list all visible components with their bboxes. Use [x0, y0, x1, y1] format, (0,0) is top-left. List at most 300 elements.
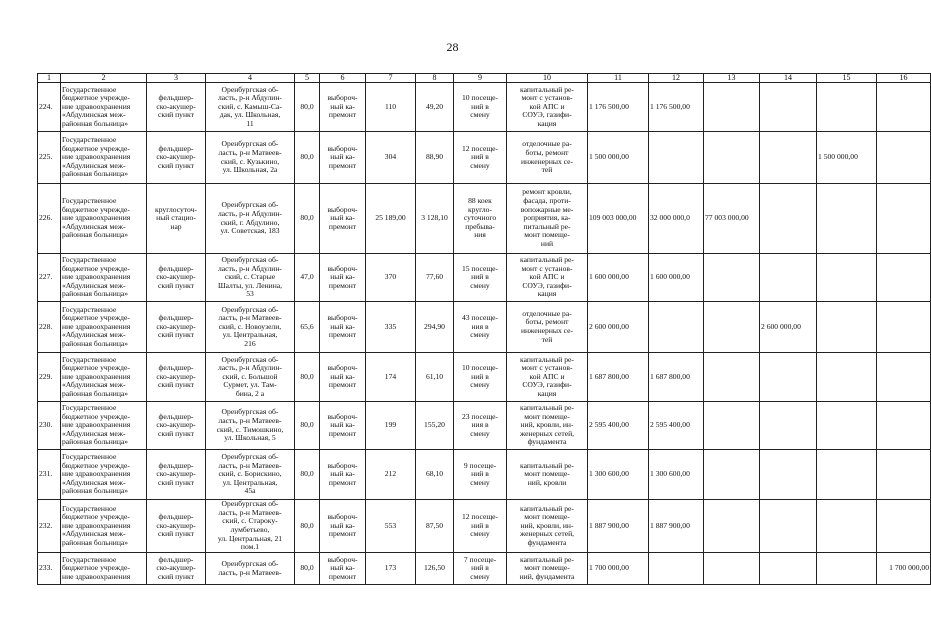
column-7-value: [366, 302, 416, 353]
column-7-value-text: 25 189,00: [375, 213, 406, 223]
column-8-value-text: 3 128,10: [421, 213, 448, 223]
column-12-value: [649, 353, 704, 402]
table-row: [38, 402, 931, 450]
facility-address: [206, 83, 295, 132]
work-type: [320, 500, 366, 553]
column-16-value: [877, 302, 931, 353]
column-7-value-text: 212: [384, 469, 397, 479]
organization-name-text: Государственное бюджетное учрежде- ние здравоохранения «Абдулинская меж- районная больница»: [62, 452, 131, 496]
column-8-value: [416, 254, 454, 302]
column-7-value: [366, 402, 416, 450]
facility-address: [206, 500, 295, 553]
organization-name: [61, 500, 147, 553]
capacity-value-text: 12 посеще- ний в смену: [461, 143, 499, 170]
column-8-value: [416, 402, 454, 450]
work-type: [320, 353, 366, 402]
column-14-value: [760, 553, 817, 585]
column-12-value: [649, 254, 704, 302]
capacity-value: [454, 353, 507, 402]
column-8-value-text: 61,10: [425, 371, 444, 381]
total-cost: [588, 500, 649, 553]
row-number: [38, 132, 61, 184]
area-value: [295, 402, 320, 450]
table-row: [38, 302, 931, 353]
column-12-value: [649, 83, 704, 132]
column-header: 12: [649, 74, 704, 83]
total-cost-text: 2 600 000,00: [589, 321, 629, 331]
capacity-value: [454, 83, 507, 132]
organization-name: [61, 353, 147, 402]
column-7-value-text: 110: [384, 101, 397, 111]
column-16-value: [877, 402, 931, 450]
column-12-value-text: 1 687 800,00: [650, 371, 690, 381]
column-header: 15: [817, 74, 877, 83]
column-8-value: [416, 450, 454, 500]
column-12-value: [649, 450, 704, 500]
column-14-value: [760, 302, 817, 353]
total-cost-text: 109 003 000,00: [589, 213, 637, 223]
work-type-text: выбороч- ный ка- премонт: [327, 460, 358, 487]
facility-address: [206, 184, 295, 254]
work-type-text: выбороч- ный ка- премонт: [327, 554, 358, 581]
column-15-value: [817, 450, 877, 500]
column-15-value: [817, 553, 877, 585]
organization-name-text: Государственное бюджетное учрежде- ние здравоохранения «Абдулинская меж- районная больница»: [62, 354, 131, 398]
work-description-text: ремонт кровли, фасада, проти- вопожарные ме- роприятия, ка- питальный ре- монт помеще- ний: [520, 187, 574, 248]
organization-name-text: Государственное бюджетное учрежде- ние здравоохранения «Абдулинская меж- районная больница»: [62, 135, 131, 179]
work-description: [507, 500, 588, 553]
column-header: 3: [147, 74, 206, 83]
facility-type-text: фельдшер- ско-акушер- ский пункт: [156, 263, 196, 290]
work-type-text: выбороч- ный ка- премонт: [327, 512, 358, 539]
facility-type: [147, 184, 206, 254]
column-7-value-text: 370: [384, 272, 397, 282]
facility-address-text: Оренбургская об- ласть, р-н Матвеев- ский, с. Новоузели, ул. Центральная, 216: [218, 304, 282, 348]
column-13-value: [704, 353, 760, 402]
column-14-value: [760, 500, 817, 553]
column-16-value: [877, 254, 931, 302]
area-value-text: 80,0: [300, 563, 314, 573]
column-14-value: [760, 83, 817, 132]
facility-address: [206, 450, 295, 500]
organization-name-text: Государственное бюджетное учрежде- ние здравоохранения: [62, 554, 131, 581]
work-type: [320, 132, 366, 184]
facility-type-text: фельдшер- ско-акушер- ский пункт: [156, 363, 196, 390]
area-value-text: 47,0: [300, 272, 314, 282]
organization-name: [61, 254, 147, 302]
work-description-text: капитальный ре- монт помеще- ний, фундамента: [519, 554, 575, 581]
column-13-value: [704, 132, 760, 184]
column-15-value: [817, 500, 877, 553]
work-description-text: капитальный ре- монт помеще- ний, кровли, ин- женерных сетей, фундамента: [519, 403, 575, 447]
facility-address-text: Оренбургская об- ласть, р-н Матвеев- ский, с. Староку- лумбетьево, ул. Центральная, 21 пом.1: [217, 499, 283, 552]
organization-name: [61, 450, 147, 500]
facility-type-text: фельдшер- ско-акушер- ский пункт: [156, 512, 196, 539]
table-row: [38, 450, 931, 500]
data-table: [37, 73, 931, 585]
column-8-value-text: 88,90: [425, 152, 444, 162]
work-description: [507, 402, 588, 450]
capacity-value-text: 10 посеще- ний в смену: [461, 363, 499, 390]
facility-address: [206, 302, 295, 353]
work-description: [507, 132, 588, 184]
work-description-text: отделочные ра- боты, ремонт инженерных се- тей: [520, 308, 574, 344]
row-number-text: 228.: [39, 321, 53, 331]
work-description-text: капитальный ре- монт с установ- кой АПС и СОУЭ, газифи- кация: [520, 255, 574, 299]
work-description-text: отделочные ра- боты, ремонт инженерных се- тей: [520, 139, 574, 175]
area-value: [295, 83, 320, 132]
organization-name: [61, 83, 147, 132]
column-header: 13: [704, 74, 760, 83]
column-header: 16: [877, 74, 931, 83]
column-13-value: [704, 553, 760, 585]
total-cost-text: 1 600 000,00: [589, 272, 629, 282]
work-type-text: выбороч- ный ка- премонт: [327, 363, 358, 390]
column-13-value: [704, 450, 760, 500]
column-15-value: [817, 132, 877, 184]
work-type: [320, 83, 366, 132]
work-description: [507, 83, 588, 132]
column-15-value: [817, 353, 877, 402]
page-number: 28: [446, 40, 459, 54]
facility-type: [147, 402, 206, 450]
row-number: [38, 254, 61, 302]
work-type-text: выбороч- ный ка- премонт: [327, 263, 358, 290]
column-16-value: [877, 132, 931, 184]
organization-name: [61, 184, 147, 254]
area-value-text: 80,0: [300, 101, 314, 111]
total-cost: [588, 450, 649, 500]
column-7-value: [366, 83, 416, 132]
area-value: [295, 132, 320, 184]
column-8-value-text: 155,20: [424, 420, 445, 430]
total-cost-text: 1 887 900,00: [589, 520, 629, 530]
column-14-value-text: 2 600 000,00: [761, 321, 801, 331]
facility-address: [206, 553, 295, 585]
column-12-value: [649, 132, 704, 184]
column-12-value: [649, 500, 704, 553]
column-13-value: [704, 500, 760, 553]
column-14-value: [760, 132, 817, 184]
work-type-text: выбороч- ный ка- премонт: [327, 411, 358, 438]
row-number-text: 231.: [39, 469, 53, 479]
facility-address: [206, 402, 295, 450]
column-16-value: [877, 184, 931, 254]
column-13-value: [704, 402, 760, 450]
column-14-value: [760, 254, 817, 302]
column-13-value-text: 77 003 000,00: [705, 213, 749, 223]
total-cost: [588, 254, 649, 302]
organization-name: [61, 402, 147, 450]
column-8-value-text: 77,60: [425, 272, 444, 282]
capacity-value-text: 12 посеще- ний в смену: [461, 512, 499, 539]
organization-name-text: Государственное бюджетное учрежде- ние здравоохранения «Абдулинская меж- районная больница»: [62, 196, 131, 240]
area-value-text: 65,6: [300, 321, 314, 331]
column-13-value: [704, 184, 760, 254]
facility-address-text: Оренбургская об- ласть, р-н Матвеев- ский, с. Кузькино, ул. Школьная, 2а: [218, 139, 282, 175]
column-15-value: [817, 254, 877, 302]
column-15-value: [817, 402, 877, 450]
column-15-value-text: 1 500 000,00: [818, 152, 858, 162]
area-value-text: 80,0: [300, 213, 314, 223]
facility-address-text: Оренбургская об- ласть, р-н Абдулин- ский, с. Камыш-Са- дак, ул. Школьная, 11: [218, 84, 282, 128]
header-row: [38, 74, 931, 83]
row-number-text: 227.: [39, 272, 53, 282]
organization-name-text: Государственное бюджетное учрежде- ние здравоохранения «Абдулинская меж- районная больница»: [62, 255, 131, 299]
table-row: [38, 184, 931, 254]
facility-address-text: Оренбургская об- ласть, р-н Абдулин- ский, г. Абдулино, ул. Советская, 183: [218, 200, 282, 236]
column-7-value-text: 173: [384, 563, 397, 573]
facility-type-text: фельдшер- ско-акушер- ский пункт: [156, 313, 196, 340]
row-number-text: 226.: [39, 213, 53, 223]
column-header: 7: [366, 74, 416, 83]
area-value: [295, 184, 320, 254]
column-8-value-text: 49,20: [425, 101, 444, 111]
column-7-value-text: 199: [384, 420, 397, 430]
column-16-value: [877, 450, 931, 500]
facility-address-text: Оренбургская об- ласть, р-н Матвеев-: [218, 558, 282, 577]
work-type: [320, 402, 366, 450]
row-number-text: 225.: [39, 152, 53, 162]
facility-address-text: Оренбургская об- ласть, р-н Матвеев- ский, с. Тимошкино, ул. Школьная, 5: [216, 407, 284, 443]
capacity-value: [454, 450, 507, 500]
column-14-value: [760, 450, 817, 500]
column-header: 8: [416, 74, 454, 83]
capacity-value: [454, 402, 507, 450]
total-cost-text: 1 500 000,00: [589, 152, 629, 162]
column-header: 5: [295, 74, 320, 83]
facility-type: [147, 132, 206, 184]
area-value-text: 80,0: [300, 469, 314, 479]
column-header: 4: [206, 74, 295, 83]
row-number-text: 233.: [39, 563, 53, 573]
column-14-value: [760, 184, 817, 254]
capacity-value: [454, 184, 507, 254]
work-type: [320, 450, 366, 500]
column-13-value: [704, 302, 760, 353]
row-number-text: 230.: [39, 420, 53, 430]
total-cost: [588, 184, 649, 254]
column-7-value-text: 335: [384, 321, 397, 331]
total-cost-text: 2 595 400,00: [589, 420, 629, 430]
table-body: [38, 83, 931, 585]
area-value: [295, 450, 320, 500]
column-7-value: [366, 184, 416, 254]
area-value-text: 80,0: [300, 520, 314, 530]
area-value: [295, 254, 320, 302]
work-description-text: капитальный ре- монт с установ- кой АПС и СОУЭ, газифи- кация: [520, 354, 574, 398]
work-description: [507, 353, 588, 402]
column-12-value-text: 2 595 400,00: [650, 420, 690, 430]
facility-type-text: фельдшер- ско-акушер- ский пункт: [156, 143, 196, 170]
work-type: [320, 184, 366, 254]
capacity-value: [454, 132, 507, 184]
work-description: [507, 450, 588, 500]
column-8-value: [416, 353, 454, 402]
total-cost-text: 1 176 500,00: [589, 101, 629, 111]
column-header: 6: [320, 74, 366, 83]
work-description: [507, 184, 588, 254]
facility-type-text: фельдшер- ско-акушер- ский пункт: [156, 554, 196, 581]
column-8-value: [416, 553, 454, 585]
capacity-value-text: 88 коек кругло- суточного пребыва- ния: [463, 196, 497, 240]
capacity-value-text: 9 посеще- ний в смену: [463, 460, 497, 487]
total-cost: [588, 402, 649, 450]
area-value: [295, 302, 320, 353]
total-cost: [588, 302, 649, 353]
column-header: 1: [38, 74, 61, 83]
column-7-value: [366, 353, 416, 402]
total-cost: [588, 553, 649, 585]
table-row: [38, 500, 931, 553]
capacity-value-text: 15 посеще- ний в смену: [461, 263, 499, 290]
column-12-value-text: 1 887 900,00: [650, 520, 690, 530]
column-7-value: [366, 500, 416, 553]
column-8-value: [416, 500, 454, 553]
column-header: 2: [61, 74, 147, 83]
column-12-value-text: 1 300 600,00: [650, 469, 690, 479]
column-7-value-text: 553: [384, 520, 397, 530]
column-7-value: [366, 553, 416, 585]
column-12-value: [649, 553, 704, 585]
organization-name-text: Государственное бюджетное учрежде- ние здравоохранения «Абдулинская меж- районная больница»: [62, 403, 131, 447]
area-value-text: 80,0: [300, 371, 314, 381]
column-16-value: [877, 83, 931, 132]
area-value-text: 80,0: [300, 420, 314, 430]
capacity-value: [454, 500, 507, 553]
capacity-value: [454, 254, 507, 302]
column-14-value: [760, 402, 817, 450]
facility-address-text: Оренбургская об- ласть, р-н Матвеев- ский, с. Борискино, ул. Центральная, 45а: [218, 452, 282, 496]
area-value-text: 80,0: [300, 152, 314, 162]
capacity-value-text: 10 посеще- ний в смену: [461, 93, 499, 120]
column-15-value: [817, 83, 877, 132]
facility-type-text: круглосуточ- ный стацио- нар: [155, 204, 197, 231]
work-description-text: капитальный ре- монт с установ- кой АПС и СОУЭ, газифи- кация: [520, 84, 574, 128]
row-number: [38, 302, 61, 353]
table-row: [38, 132, 931, 184]
column-15-value: [817, 302, 877, 353]
column-16-value: [877, 353, 931, 402]
work-type-text: выбороч- ный ка- премонт: [327, 143, 358, 170]
column-12-value-text: 1 600 000,00: [650, 272, 690, 282]
column-8-value-text: 126,50: [424, 563, 445, 573]
column-12-value: [649, 302, 704, 353]
column-8-value-text: 68,10: [425, 469, 444, 479]
capacity-value: [454, 553, 507, 585]
column-7-value: [366, 254, 416, 302]
total-cost: [588, 132, 649, 184]
capacity-value-text: 23 посеще- ния в смену: [461, 411, 499, 438]
capacity-value-text: 7 посеще- ний в смену: [463, 554, 497, 581]
row-number: [38, 353, 61, 402]
work-description-text: капитальный ре- монт помеще- ний, кровли: [520, 460, 574, 487]
column-8-value-text: 87,50: [425, 520, 444, 530]
organization-name-text: Государственное бюджетное учрежде- ние здравоохранения «Абдулинская меж- районная больница»: [62, 304, 131, 348]
work-type: [320, 302, 366, 353]
column-header: 11: [588, 74, 649, 83]
facility-type: [147, 83, 206, 132]
column-13-value: [704, 254, 760, 302]
facility-type-text: фельдшер- ско-акушер- ский пункт: [156, 460, 196, 487]
column-13-value: [704, 83, 760, 132]
column-7-value: [366, 132, 416, 184]
facility-type: [147, 553, 206, 585]
column-8-value: [416, 132, 454, 184]
column-8-value: [416, 184, 454, 254]
column-12-value-text: 32 000 000,0: [650, 213, 690, 223]
organization-name: [61, 302, 147, 353]
column-16-value: [877, 553, 931, 585]
column-16-value: [877, 500, 931, 553]
area-value: [295, 553, 320, 585]
table-row: [38, 353, 931, 402]
work-type: [320, 254, 366, 302]
work-type-text: выбороч- ный ка- премонт: [327, 204, 358, 231]
capacity-value-text: 43 посеще- ния в смену: [461, 313, 499, 340]
facility-type: [147, 254, 206, 302]
row-number-text: 229.: [39, 371, 53, 381]
facility-address-text: Оренбургская об- ласть, р-н Абдулин- ский, с. Большой Сурмет, ул. Там- бина, 2 а: [218, 354, 282, 398]
column-header: 10: [507, 74, 588, 83]
facility-type: [147, 450, 206, 500]
column-7-value-text: 174: [384, 371, 397, 381]
facility-type: [147, 353, 206, 402]
column-15-value: [817, 184, 877, 254]
column-12-value: [649, 184, 704, 254]
work-description: [507, 553, 588, 585]
table-row: [38, 254, 931, 302]
organization-name-text: Государственное бюджетное учрежде- ние здравоохранения «Абдулинская меж- районная больница»: [62, 503, 131, 547]
column-8-value-text: 294,90: [424, 321, 445, 331]
total-cost: [588, 83, 649, 132]
facility-type-text: фельдшер- ско-акушер- ский пункт: [156, 411, 196, 438]
column-header: 14: [760, 74, 817, 83]
total-cost-text: 1 300 600,00: [589, 469, 629, 479]
work-type-text: выбороч- ный ка- премонт: [327, 93, 358, 120]
total-cost-text: 1 700 000,00: [589, 563, 629, 573]
work-description: [507, 302, 588, 353]
row-number: [38, 553, 61, 585]
organization-name-text: Государственное бюджетное учрежде- ние здравоохранения «Абдулинская меж- районная больница»: [62, 84, 131, 128]
total-cost-text: 1 687 800,00: [589, 371, 629, 381]
organization-name: [61, 132, 147, 184]
row-number: [38, 402, 61, 450]
row-number: [38, 450, 61, 500]
facility-type: [147, 302, 206, 353]
work-type-text: выбороч- ный ка- премонт: [327, 313, 358, 340]
work-description-text: капитальный ре- монт помеще- ний, кровли, ин- женерных сетей, фундамента: [519, 503, 575, 547]
work-type: [320, 553, 366, 585]
row-number: [38, 500, 61, 553]
column-7-value: [366, 450, 416, 500]
column-12-value-text: 1 176 500,00: [650, 101, 690, 111]
facility-address-text: Оренбургская об- ласть, р-н Абдулин- ский, с. Старые Шалты, ул. Ленина, 53: [217, 255, 283, 299]
row-number-text: 232.: [39, 520, 53, 530]
row-number-text: 224.: [39, 101, 53, 111]
row-number: [38, 83, 61, 132]
work-description: [507, 254, 588, 302]
facility-address: [206, 353, 295, 402]
column-14-value: [760, 353, 817, 402]
area-value: [295, 500, 320, 553]
table-row: [38, 553, 931, 585]
column-12-value: [649, 402, 704, 450]
table-row: [38, 83, 931, 132]
facility-type-text: фельдшер- ско-акушер- ский пункт: [156, 93, 196, 120]
area-value: [295, 353, 320, 402]
row-number: [38, 184, 61, 254]
